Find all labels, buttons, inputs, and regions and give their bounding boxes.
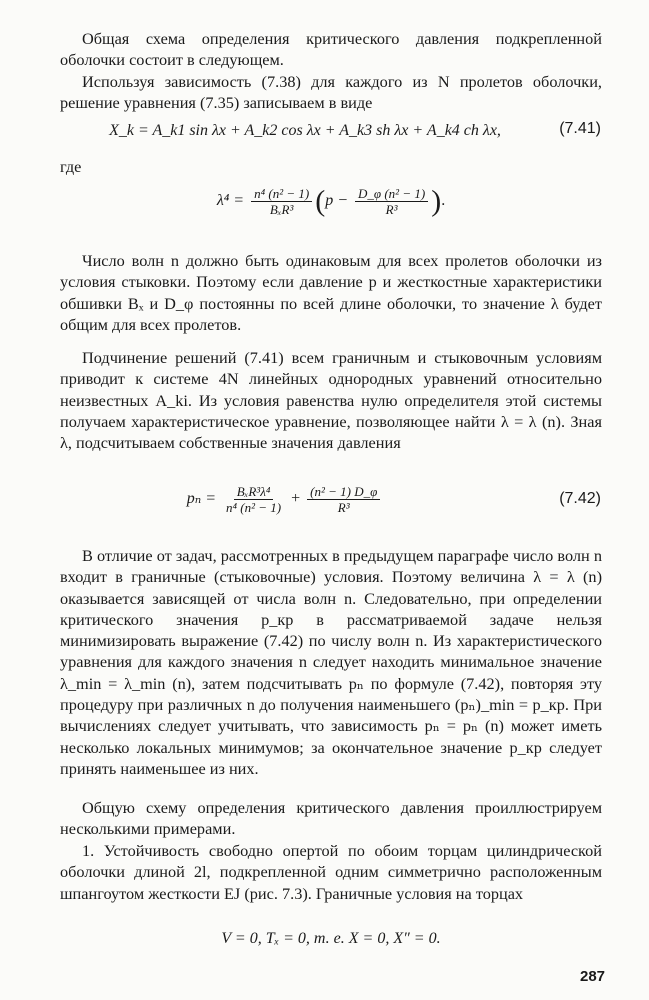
lambda-lhs: λ⁴ = bbox=[216, 192, 245, 210]
equation-7-41-formula: X_k = A_k1 sin λx + A_k2 cos λx + A_k3 sh λx + A_k4 ch λx, bbox=[109, 122, 501, 139]
paragraph-wave-number: Число волн n должно быть одинаковым для всех пролетов оболочки из условия стыковки. Поэтому если давление p и жесткостные характеристики обшивки Bₓ и D_φ постоянны по всей длине оболочки, то значение λ будет общим для всех пролетов. bbox=[60, 251, 602, 334]
pn-lhs: pₙ = bbox=[186, 490, 216, 508]
pn-numerator-2: (n² − 1) D_φ bbox=[307, 484, 380, 500]
page-number: 287 bbox=[580, 968, 606, 985]
lambda-fraction-2 bbox=[355, 186, 428, 217]
paragraph-examples-intro: Общую схему определения критического давления проиллюстрируем несколькими примерами. bbox=[60, 798, 602, 839]
boundary-conditions-formula: V = 0, Tₓ = 0, т. е. X = 0, X″ = 0. bbox=[221, 930, 441, 947]
equation-boundary-conditions bbox=[60, 928, 602, 950]
paragraph-example-1: 1. Устойчивость свободно опертой по обоим торцам цилиндрической оболочки длиной 2l, подкрепленной одним симметрично расположенным шпангоутом жесткости EJ (рис. 7.3). Граничные условия на торцах bbox=[60, 841, 602, 903]
pn-fraction-2 bbox=[307, 484, 380, 515]
paragraph-intro: Общая схема определения критического давления подкрепленной оболочки состоит в следующем. bbox=[60, 29, 602, 70]
open-paren: ( bbox=[315, 184, 326, 218]
lambda-denominator-1: BₓR³ bbox=[269, 202, 294, 217]
plus-sign: + bbox=[291, 490, 301, 508]
lambda-denominator-2: R³ bbox=[385, 202, 398, 217]
paragraph-boundary-conditions-dependence: В отличие от задач, рассмотренных в предыдущем параграфе число волн n входит в граничные (стыковочные) условия. Поэтому величина λ = λ (n) оказывается зависящей от числа волн n. Следовательно, при определении критического значения p_кр в рассматриваемой задаче нельзя минимизировать выражение (7.42) по числу волн n. Из характеристического уравнения для каждого значения n следует находить минимальное значение λ_min = λ_min (n), затем подсчитывать pₙ по формуле (7.42), повторяя эту процедуру при различных n до получения наименьшего (pₙ)_min = p_кр. При вычислениях следует учитывать, что зависимость pₙ = pₙ (n) может иметь несколько локальных минимумов; за окончательное значение p_кр следует принять наименьшее из них. bbox=[60, 546, 602, 778]
lambda-fraction-1 bbox=[251, 186, 312, 217]
equation-7-42-number: (7.42) bbox=[559, 490, 601, 507]
equation-lambda: λ⁴ = $\frac{\text{n⁴ (n² − 1)}}{\text{BₓR³}}$ (p − $\frac{\text{D\_φ (n² − 1)}}{\text{R³}}$ ). bbox=[216, 184, 446, 218]
paragraph-solution-form: Используя зависимость (7.38) для каждого из N пролетов оболочки, решение уравнения (7.35) записываем в виде bbox=[60, 72, 602, 113]
pn-fraction-1 bbox=[223, 484, 284, 515]
lambda-numerator-1: n⁴ (n² − 1) bbox=[251, 186, 312, 202]
where-label: где bbox=[60, 157, 82, 176]
paragraph-characteristic-equation: Подчинение решений (7.41) всем граничным и стыковочным условиям приводит к системе 4N линейных однородных уравнений относительно неизвестных A_ki. Из условия равенства нулю определителя этой системы получаем характеристическое уравнение, позволяющее найти λ = λ (n). Зная λ, подсчитываем собственные значения давления bbox=[60, 348, 602, 453]
close-paren: ) bbox=[431, 184, 442, 218]
equation-7-41-number: (7.41) bbox=[559, 120, 601, 137]
lambda-p-term: p − bbox=[325, 192, 349, 210]
equation-7-42 bbox=[60, 484, 510, 515]
equation-7-41 bbox=[60, 120, 550, 142]
pn-numerator-1: BₓR³λ⁴ bbox=[234, 484, 274, 500]
pn-denominator-2: R³ bbox=[337, 500, 350, 515]
pn-denominator-1: n⁴ (n² − 1) bbox=[225, 500, 282, 515]
lambda-numerator-2: D_φ (n² − 1) bbox=[355, 186, 428, 202]
